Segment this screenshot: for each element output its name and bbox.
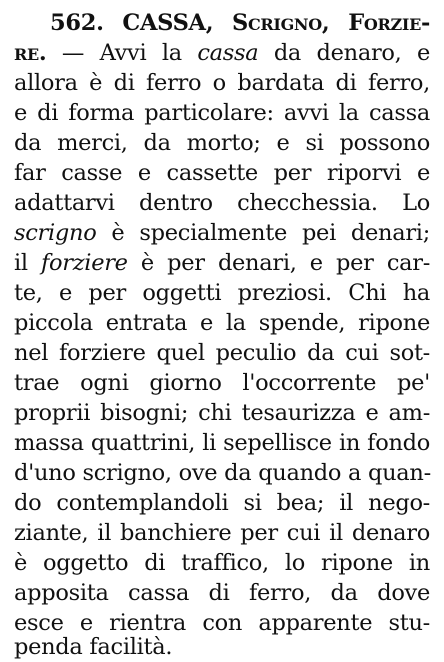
text-line: [14, 218, 430, 248]
entry-synonym-2-end: re.: [14, 40, 47, 66]
text-line: è oggetto di traffico, lo ripone in: [14, 550, 430, 576]
italic-term: cassa: [197, 40, 259, 66]
text-fragment: è per denari, e per car-: [127, 250, 430, 276]
text-line: allora è di ferro o bardata di ferro,: [14, 70, 430, 96]
text-line: [14, 38, 430, 68]
text-line-last: penda facilità.: [14, 634, 173, 660]
text-fragment: — Avvi la: [46, 40, 198, 66]
text-line: trae ogni giorno l'occorrente pe': [14, 370, 430, 396]
text-line: do contemplandoli si bea; il nego-: [14, 490, 430, 516]
italic-term: scrigno: [14, 220, 97, 246]
text-line: nel forziere quel peculio da cui sot-: [14, 340, 430, 366]
entry-heading-line: [50, 8, 430, 38]
text-line: te, e per oggetti preziosi. Chi ha: [14, 280, 430, 306]
text-line: adattarvi dentro checchessia. Lo: [14, 190, 430, 216]
text-line: esce e rientra con apparente stu-: [14, 610, 430, 636]
text-line: d'uno scrigno, ove da quando a quan-: [14, 460, 431, 486]
text-fragment: da denaro, e: [258, 40, 430, 66]
entry-headword: CASSA,: [122, 10, 214, 36]
text-fragment: è specialmente pei denari;: [96, 220, 430, 246]
text-line: da merci, da morto; e si possono: [14, 130, 430, 156]
italic-term: forziere: [41, 250, 128, 276]
text-line: proprii bisogni; chi tesaurizza e am-: [14, 400, 430, 426]
text-fragment: il: [14, 250, 42, 276]
text-line: apposita cassa di ferro, da dove: [14, 580, 430, 606]
entry-synonym-1: Scrigno,: [232, 10, 330, 36]
entry-number: 562.: [50, 10, 104, 36]
entry-synonym-2: Forzie-: [348, 10, 431, 36]
text-line: massa quattrini, li sepellisce in fondo: [14, 430, 430, 456]
text-line: ziante, il banchiere per cui il denaro: [14, 520, 430, 546]
text-line: e di forma particolare: avvi la cassa: [14, 100, 430, 126]
text-line: piccola entrata e la spende, ripone: [14, 310, 430, 336]
text-line: [14, 248, 430, 278]
text-line: far casse e cassette per riporvi e: [14, 160, 430, 186]
